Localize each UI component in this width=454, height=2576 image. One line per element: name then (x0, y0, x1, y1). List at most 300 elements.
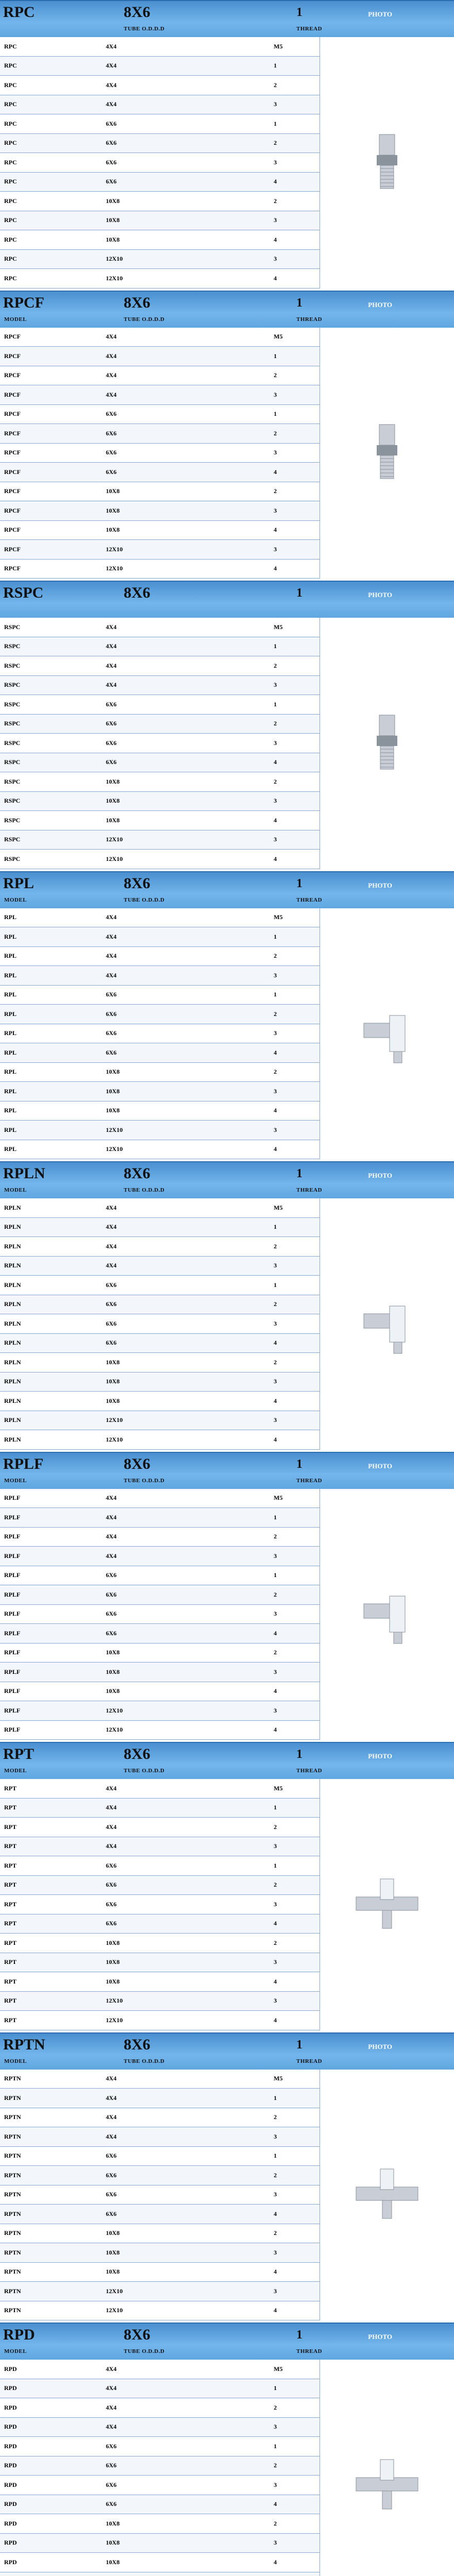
product-section-rpc (0, 0, 454, 291)
product-photo (320, 618, 454, 869)
spec-table (0, 2070, 320, 2321)
model-cell: RPCF (4, 449, 21, 456)
table-row (0, 927, 320, 947)
product-code: RSPC (3, 584, 44, 601)
table-row (0, 1276, 320, 1295)
table-row (0, 1721, 320, 1740)
table-row (0, 347, 320, 366)
tube-cell: 4X4 (106, 1494, 117, 1502)
table-row (0, 2398, 320, 2418)
product-section-rpt (0, 1742, 454, 2032)
model-cell: RPTN (4, 2229, 21, 2237)
tube-cell: 4X4 (106, 2403, 117, 2411)
thread-cell: 3 (274, 1319, 277, 1327)
model-cell: RSPC (4, 758, 21, 766)
product-section-rptn (0, 2032, 454, 2323)
model-cell: RPLN (4, 1358, 21, 1366)
tube-cell: 6X6 (106, 2152, 117, 2160)
table-row (0, 2282, 320, 2301)
tube-cell: 6X6 (106, 449, 117, 456)
table-row (0, 2418, 320, 2437)
table-row (0, 1043, 320, 1063)
model-cell: RPL (4, 913, 16, 921)
tube-cell: 6X6 (106, 1010, 117, 1018)
table-row (0, 366, 320, 386)
table-row (0, 1508, 320, 1528)
table-row (0, 850, 320, 869)
tube-cell: 6X6 (106, 739, 117, 747)
thread-cell: M5 (274, 42, 283, 50)
table-row (0, 463, 320, 482)
model-cell: RPD (4, 2481, 17, 2488)
model-cell: RPL (4, 933, 16, 940)
table-row (0, 2070, 320, 2089)
thread-cell: 2 (274, 2171, 277, 2179)
model-cell: RPLF (4, 1552, 21, 1560)
thread-cell: 2 (274, 1590, 277, 1598)
model-cell: RPD (4, 2423, 17, 2431)
table-row (0, 2301, 320, 2321)
tube-size: 8X6 (124, 584, 150, 601)
thread-column-header: THREAD (296, 1187, 323, 1193)
product-photo (320, 1198, 454, 1450)
tube-cell: 10X8 (106, 216, 120, 224)
tube-cell: 6X6 (106, 1590, 117, 1598)
model-cell: RPD (4, 2365, 17, 2372)
thread-cell: 3 (274, 681, 277, 689)
thread-cell: 3 (274, 100, 277, 108)
thread-cell: 4 (274, 1977, 277, 1985)
table-row (0, 1353, 320, 1372)
model-cell: RPT (4, 1900, 16, 1908)
table-row (0, 637, 320, 657)
model-cell: RPT (4, 1920, 16, 1927)
tube-cell: 12X10 (106, 1726, 123, 1734)
model-cell: RPD (4, 2442, 17, 2450)
table-row (0, 328, 320, 347)
quantity: 1 (296, 1748, 302, 1761)
thread-cell: M5 (274, 2075, 283, 2082)
model-cell: RPTN (4, 2075, 21, 2082)
thread-cell: 2 (274, 429, 277, 437)
thread-cell: 4 (274, 1687, 277, 1695)
table-row (0, 95, 320, 115)
table-row (0, 966, 320, 986)
table-row (0, 424, 320, 444)
model-cell: RPLN (4, 1262, 21, 1269)
fitting-photo-icon (348, 1291, 426, 1358)
table-row (0, 1411, 320, 1431)
tube-size: 8X6 (124, 294, 150, 311)
thread-cell: 3 (274, 2287, 277, 2295)
table-row (0, 1140, 320, 1160)
model-cell: RPCF (4, 371, 21, 379)
section-header (0, 581, 454, 618)
fitting-photo-icon (348, 1000, 426, 1067)
thread-column-header: THREAD (296, 1477, 323, 1484)
tube-cell: 10X8 (106, 797, 120, 805)
model-column-header: MODEL (4, 896, 27, 903)
spec-table (0, 1198, 320, 1450)
model-cell: RSPC (4, 623, 21, 631)
table-row (0, 2089, 320, 2108)
thread-cell: 4 (274, 2210, 277, 2217)
fitting-photo-icon (348, 2452, 426, 2519)
model-cell: RPL (4, 1145, 16, 1153)
thread-column-header: THREAD (296, 26, 323, 32)
model-cell: RPLF (4, 1513, 21, 1521)
table-row (0, 1972, 320, 1992)
tube-cell: 12X10 (106, 255, 123, 263)
model-cell: RPLN (4, 1435, 21, 1443)
table-row (0, 1643, 320, 1663)
table-row (0, 1585, 320, 1605)
table-row (0, 831, 320, 850)
table-row (0, 908, 320, 928)
fitting-photo-icon (348, 419, 426, 486)
tube-cell: 6X6 (106, 1029, 117, 1037)
table-row (0, 1876, 320, 1895)
model-cell: RPTN (4, 2287, 21, 2295)
quantity: 1 (296, 6, 302, 19)
table-row (0, 37, 320, 57)
model-cell: RPLF (4, 1706, 21, 1714)
model-cell: RPD (4, 2500, 17, 2508)
model-cell: RSPC (4, 681, 21, 689)
thread-cell: 4 (274, 1107, 277, 1114)
thread-cell: 3 (274, 1378, 277, 1385)
tube-cell: 4X4 (106, 1823, 117, 1831)
table-row (0, 2534, 320, 2553)
model-column-header: MODEL (4, 1477, 27, 1484)
thread-cell: 3 (274, 1668, 277, 1675)
photo-label: PHOTO (368, 2333, 392, 2341)
tube-size: 8X6 (124, 874, 150, 892)
thread-cell: 4 (274, 235, 277, 243)
section-header (0, 2323, 454, 2360)
thread-cell: 3 (274, 2248, 277, 2256)
tube-cell: 6X6 (106, 1920, 117, 1927)
table-row (0, 114, 320, 134)
table-row (0, 1082, 320, 1101)
table-row (0, 656, 320, 676)
tube-cell: 10X8 (106, 1958, 120, 1966)
fitting-photo-icon (348, 1581, 426, 1648)
table-row (0, 753, 320, 773)
model-cell: RPLN (4, 1204, 21, 1211)
tube-size: 8X6 (124, 2326, 150, 2343)
fitting-photo-icon (348, 710, 426, 777)
table-row (0, 405, 320, 425)
table-row (0, 2495, 320, 2515)
product-code: RPL (3, 874, 34, 892)
section-header (0, 1742, 454, 1779)
table-row (0, 1528, 320, 1547)
thread-cell: 4 (274, 2500, 277, 2508)
tube-cell: 10X8 (106, 816, 120, 824)
product-photo (320, 2070, 454, 2321)
table-row (0, 1024, 320, 1044)
table-row (0, 76, 320, 95)
table-row (0, 986, 320, 1005)
thread-cell: 4 (274, 1435, 277, 1443)
model-column-header: MODEL (4, 1187, 27, 1193)
table-row (0, 1682, 320, 1702)
tube-cell: 10X8 (106, 1068, 120, 1076)
tube-cell: 10X8 (106, 1649, 120, 1656)
thread-cell: 3 (274, 2423, 277, 2431)
table-row (0, 1914, 320, 1934)
tube-cell: 10X8 (106, 1087, 120, 1095)
tube-cell: 6X6 (106, 1339, 117, 1347)
model-cell: RPLN (4, 1339, 21, 1347)
table-row (0, 2379, 320, 2399)
tube-cell: 4X4 (106, 2113, 117, 2121)
tube-cell: 6X6 (106, 2171, 117, 2179)
product-code: RPT (3, 1745, 34, 1762)
tube-cell: 10X8 (106, 2248, 120, 2256)
model-column-header: MODEL (4, 316, 27, 323)
tube-cell: 4X4 (106, 2365, 117, 2372)
model-cell: RPLN (4, 1319, 21, 1327)
tube-cell: 10X8 (106, 197, 120, 205)
table-row (0, 1198, 320, 1218)
quantity: 1 (296, 586, 302, 600)
table-row (0, 947, 320, 967)
thread-cell: 3 (274, 2481, 277, 2488)
model-cell: RPT (4, 1997, 16, 2005)
thread-cell: 3 (274, 1706, 277, 1714)
table-row (0, 2224, 320, 2244)
thread-cell: 1 (274, 1223, 277, 1231)
model-column-header: MODEL (4, 2058, 27, 2064)
product-code: RPTN (3, 2036, 45, 2053)
table-row (0, 1257, 320, 1276)
model-cell: RPLN (4, 1397, 21, 1404)
model-cell: RPD (4, 2539, 17, 2547)
model-cell: RPL (4, 1068, 16, 1076)
thread-cell: 3 (274, 545, 277, 553)
tube-cell: 12X10 (106, 1416, 123, 1424)
thread-cell: M5 (274, 1494, 283, 1502)
thread-cell: M5 (274, 2365, 283, 2372)
tube-cell: 10X8 (106, 1668, 120, 1675)
tube-cell: 4X4 (106, 2075, 117, 2082)
table-row (0, 1314, 320, 1334)
thread-cell: 4 (274, 274, 277, 282)
model-cell: RSPC (4, 720, 21, 727)
tube-column-header: TUBE O.D.D.D (124, 1187, 165, 1193)
table-row (0, 1934, 320, 1953)
tube-cell: 10X8 (106, 2539, 120, 2547)
table-row (0, 1779, 320, 1799)
table-row (0, 153, 320, 173)
tube-cell: 10X8 (106, 526, 120, 534)
table-row (0, 1566, 320, 1586)
tube-cell: 6X6 (106, 468, 117, 476)
product-photo (320, 37, 454, 289)
tube-cell: 10X8 (106, 1977, 120, 1985)
thread-cell: 2 (274, 197, 277, 205)
tube-cell: 6X6 (106, 120, 117, 127)
photo-label: PHOTO (368, 1752, 392, 1760)
product-code: RPC (3, 4, 35, 21)
tube-cell: 6X6 (106, 158, 117, 166)
thread-cell: 4 (274, 1145, 277, 1153)
tube-cell: 4X4 (106, 1804, 117, 1811)
quantity: 1 (296, 1167, 302, 1180)
model-cell: RPLF (4, 1649, 21, 1656)
model-cell: RPCF (4, 506, 21, 514)
spec-table (0, 1779, 320, 2030)
tube-cell: 12X10 (106, 1706, 123, 1714)
thread-cell: 4 (274, 526, 277, 534)
thread-cell: 4 (274, 468, 277, 476)
product-section-rpd (0, 2323, 454, 2576)
quantity: 1 (296, 2328, 302, 2342)
model-cell: RSPC (4, 855, 21, 862)
model-cell: RSPC (4, 797, 21, 805)
table-row (0, 811, 320, 831)
table-row (0, 2263, 320, 2282)
tube-column-header: TUBE O.D.D.D (124, 2348, 165, 2354)
table-row (0, 1895, 320, 1914)
tube-column-header: TUBE O.D.D.D (124, 26, 165, 32)
tube-column-header: TUBE O.D.D.D (124, 896, 165, 903)
table-row (0, 2243, 320, 2263)
photo-label: PHOTO (368, 881, 392, 889)
tube-cell: 4X4 (106, 42, 117, 50)
thread-cell: 3 (274, 1552, 277, 1560)
model-cell: RPL (4, 1107, 16, 1114)
model-cell: RPLN (4, 1300, 21, 1308)
table-row (0, 501, 320, 521)
thread-cell: 4 (274, 1629, 277, 1637)
thread-cell: 3 (274, 449, 277, 456)
thread-cell: 2 (274, 1010, 277, 1018)
tube-cell: 4X4 (106, 81, 117, 89)
table-row (0, 676, 320, 696)
tube-cell: 6X6 (106, 1861, 117, 1869)
tube-cell: 6X6 (106, 2462, 117, 2469)
table-row (0, 385, 320, 405)
model-cell: RSPC (4, 836, 21, 843)
model-cell: RPT (4, 1804, 16, 1811)
model-cell: RPLF (4, 1668, 21, 1675)
model-cell: RPT (4, 1977, 16, 1985)
tube-cell: 4X4 (106, 662, 117, 669)
thread-cell: 2 (274, 1068, 277, 1076)
table-row (0, 2185, 320, 2205)
thread-cell: 2 (274, 2462, 277, 2469)
section-header (0, 1452, 454, 1489)
product-photo (320, 1489, 454, 1740)
model-cell: RPLF (4, 1687, 21, 1695)
tube-cell: 12X10 (106, 1126, 123, 1133)
thread-cell: 2 (274, 777, 277, 785)
product-photo (320, 1779, 454, 2030)
table-row (0, 695, 320, 715)
tube-cell: 10X8 (106, 2268, 120, 2276)
model-cell: RPT (4, 2016, 16, 2024)
tube-cell: 10X8 (106, 1687, 120, 1695)
model-cell: RPCF (4, 487, 21, 495)
tube-cell: 4X4 (106, 1513, 117, 1521)
tube-cell: 10X8 (106, 1397, 120, 1404)
table-row (0, 792, 320, 811)
tube-cell: 6X6 (106, 139, 117, 147)
tube-cell: 12X10 (106, 2307, 123, 2314)
model-cell: RPCF (4, 429, 21, 437)
thread-cell: 4 (274, 1726, 277, 1734)
thread-cell: M5 (274, 1204, 283, 1211)
table-row (0, 1005, 320, 1024)
thread-cell: 2 (274, 81, 277, 89)
tube-cell: 6X6 (106, 178, 117, 185)
table-row (0, 2108, 320, 2128)
thread-cell: 1 (274, 62, 277, 70)
model-cell: RPTN (4, 2248, 21, 2256)
tube-cell: 4X4 (106, 681, 117, 689)
model-cell: RPLF (4, 1571, 21, 1579)
model-cell: RPTN (4, 2171, 21, 2179)
tube-cell: 4X4 (106, 642, 117, 650)
tube-cell: 10X8 (106, 506, 120, 514)
table-row (0, 2553, 320, 2572)
table-row (0, 2456, 320, 2476)
table-row (0, 2127, 320, 2147)
table-row (0, 1663, 320, 1682)
thread-cell: 2 (274, 1881, 277, 1889)
table-row (0, 1101, 320, 1121)
model-cell: RPL (4, 971, 16, 979)
thread-cell: 4 (274, 2016, 277, 2024)
thread-cell: 1 (274, 120, 277, 127)
thread-cell: 2 (274, 1533, 277, 1540)
model-cell: RPLF (4, 1610, 21, 1618)
photo-label: PHOTO (368, 1462, 392, 1470)
spec-table (0, 2360, 320, 2576)
model-cell: RPC (4, 178, 17, 185)
table-row (0, 57, 320, 76)
tube-cell: 6X6 (106, 1629, 117, 1637)
section-header (0, 1161, 454, 1198)
tube-cell: 12X10 (106, 545, 123, 553)
model-cell: RPLN (4, 1378, 21, 1385)
quantity: 1 (296, 1457, 302, 1471)
thread-cell: 1 (274, 2384, 277, 2392)
fitting-photo-icon (348, 2161, 426, 2228)
model-cell: RPC (4, 120, 17, 127)
table-row (0, 521, 320, 540)
thread-cell: 2 (274, 720, 277, 727)
thread-cell: 2 (274, 1358, 277, 1366)
product-section-rplf (0, 1452, 454, 1742)
tube-cell: 4X4 (106, 933, 117, 940)
table-row (0, 250, 320, 269)
tube-cell: 4X4 (106, 952, 117, 960)
tube-cell: 4X4 (106, 1784, 117, 1792)
tube-cell: 12X10 (106, 2287, 123, 2295)
photo-label: PHOTO (368, 2042, 392, 2050)
table-row (0, 2147, 320, 2166)
fitting-photo-icon (348, 1871, 426, 1938)
table-row (0, 1430, 320, 1450)
table-row (0, 1837, 320, 1857)
table-row (0, 230, 320, 250)
table-row (0, 2514, 320, 2534)
tube-cell: 4X4 (106, 1842, 117, 1850)
